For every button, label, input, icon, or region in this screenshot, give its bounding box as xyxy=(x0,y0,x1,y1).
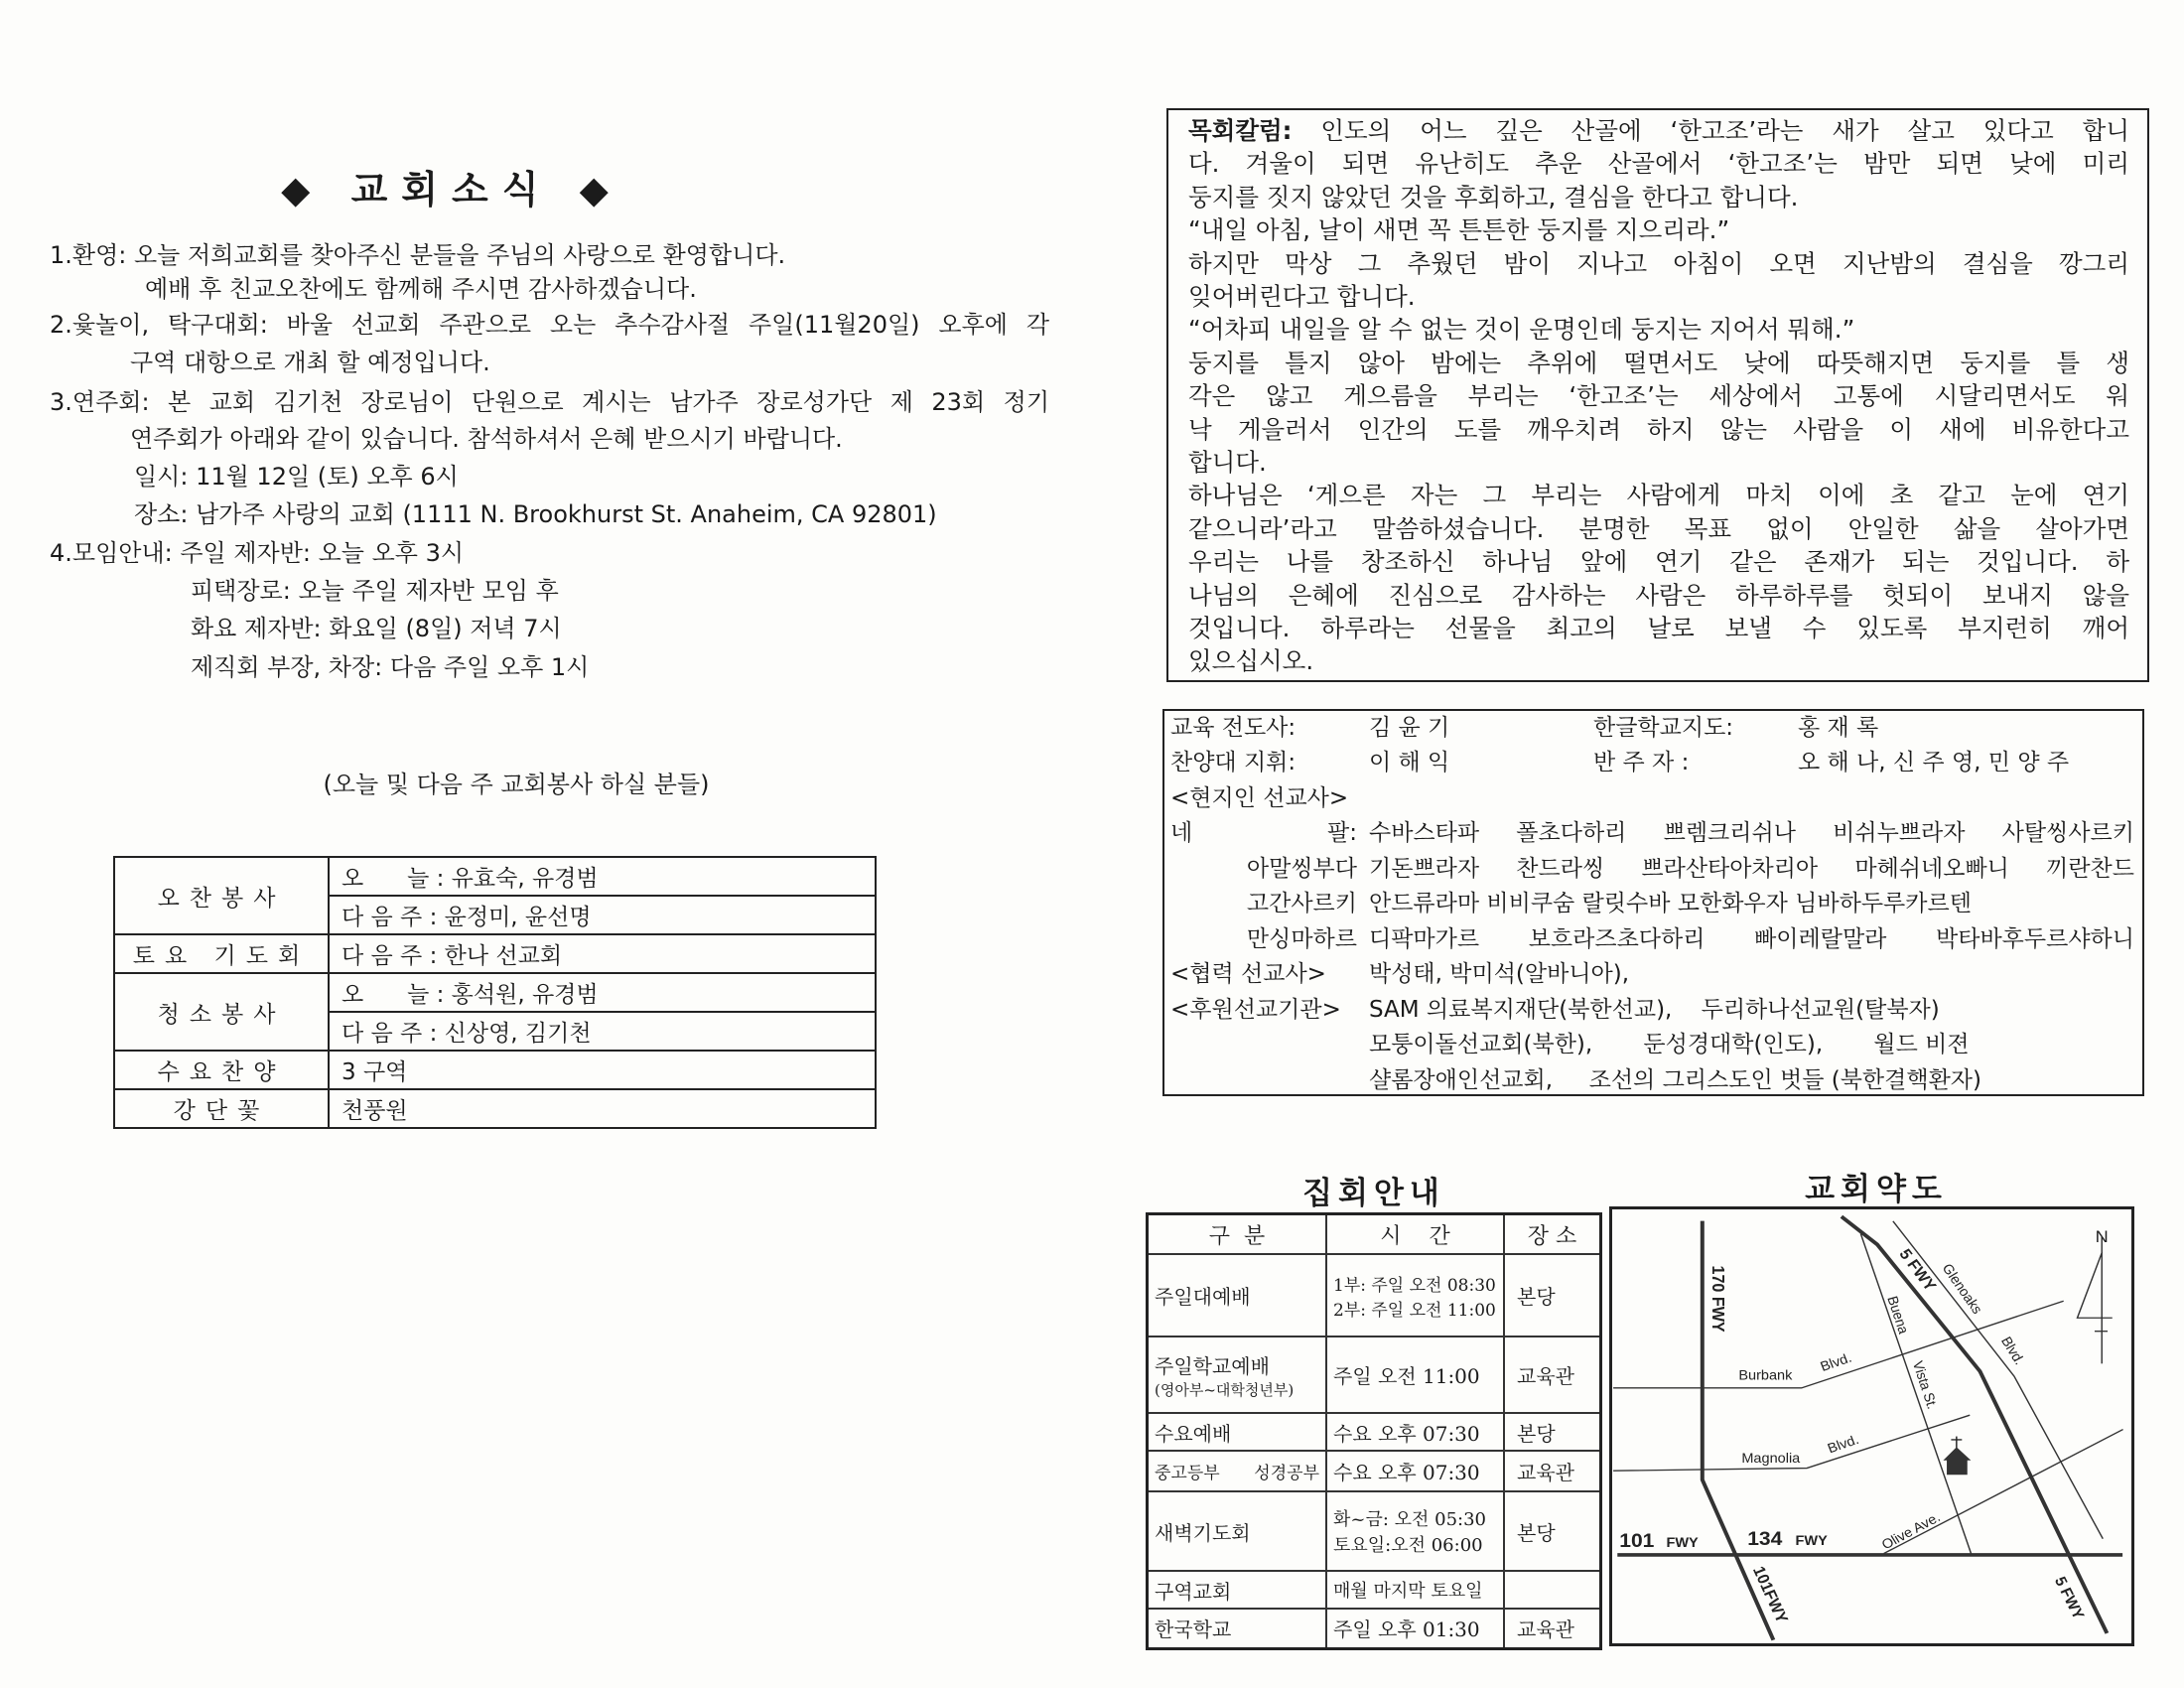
cell: 오 늘 : 홍석원, 유경범 xyxy=(329,973,876,1012)
column-line: 둥지를 틀지 않아 밤에는 추위에 떨면서도 낮에 따뜻해지면 둥지를 틀 생 xyxy=(1188,348,2129,377)
column-line: 낙 게을러서 인간의 도를 깨우치려 하지 않는 사람을 이 새에 비유한다고 xyxy=(1188,414,2129,444)
label-5-fwy-bottom: 5 FWY xyxy=(2050,1574,2088,1622)
table-row xyxy=(1148,1571,1601,1609)
north-arrow-icon xyxy=(2078,1238,2113,1363)
header-cell: 장 소 xyxy=(1504,1214,1601,1255)
staff-label: 고간사르키 xyxy=(1246,891,1357,916)
cell-time: 수요 오후 07:30 xyxy=(1326,1413,1504,1451)
cell-time: 수요 오후 07:30 xyxy=(1326,1451,1504,1491)
table-header-row xyxy=(1148,1214,1601,1255)
header-cell: 시 간 xyxy=(1326,1214,1504,1255)
staff-value: 기돈쁘라자 찬드라씽 쁘라산타아차리아 마헤쉬네오빠니 끼란찬드 xyxy=(1369,856,2134,882)
news-line: 3.연주회: 본 교회 김기천 장로님이 단원으로 계시는 남가주 장로성가단 제 23회 정기 xyxy=(50,388,1049,416)
label-glenoaks-blvd: Blvd. xyxy=(1997,1334,2029,1367)
column-line: 것입니다. 하루라는 선물을 최고의 날로 보낼 수 있도록 부지런히 깨어 xyxy=(1188,614,2129,642)
column-line: 잊어버린다고 합니다. xyxy=(1188,282,1416,311)
column-line: 나님의 은혜에 진심으로 감사하는 사람은 하루하루를 헛되이 보내지 않을 xyxy=(1188,580,2129,610)
time-line: 2부: 주일 오전 11:00 xyxy=(1333,1300,1496,1321)
label-134-fwy-word: FWY xyxy=(1795,1532,1828,1548)
table-row xyxy=(114,934,876,973)
column-line: 하나님은 ‘게으른 자는 그 부리는 사람에게 마치 이에 초 같고 눈에 연기 xyxy=(1188,481,2129,510)
cell-name xyxy=(1148,1336,1327,1413)
news-line: 구역 대항으로 개최 할 예정입니다. xyxy=(130,349,490,376)
staff-label: 아말씽부다 xyxy=(1246,856,1357,882)
column-text: 인도의 어느 깊은 산골에 ‘한고조’라는 새가 살고 있다고 합니 xyxy=(1292,116,2129,145)
label-5-fwy-top: 5 FWY xyxy=(1895,1245,1940,1295)
table-row xyxy=(1148,1336,1601,1413)
staff-value: 모퉁이돌선교회(북한), 둔성경대학(인도), 월드 비젼 xyxy=(1369,1032,1970,1057)
cell-place xyxy=(1504,1571,1601,1609)
cell-name: 새벽기도회 xyxy=(1148,1491,1327,1571)
label-glenoaks: Glenoaks xyxy=(1939,1260,1986,1317)
label-101-fwy-num: 101 xyxy=(1619,1530,1655,1552)
column-line: 다. 겨울이 되면 유난히도 추운 산골에서 ‘한고조’는 밤만 되면 낮에 미리 xyxy=(1188,149,2129,179)
table-row xyxy=(1148,1451,1601,1491)
table-row xyxy=(1148,1254,1601,1336)
cell-name: 수요예배 xyxy=(1148,1413,1327,1451)
cell: 천풍원 xyxy=(329,1089,876,1128)
staff-value: 샬롬장애인선교회, 조선의 그리스도인 벗들 (북한결핵환자) xyxy=(1369,1067,1981,1093)
section-header: <현지인 선교사> xyxy=(1170,785,1349,811)
time-line: 토요일:오전 06:00 xyxy=(1333,1535,1483,1556)
news-line: 장소: 남가주 사랑의 교회 (1111 N. Brookhurst St. Anaheim, CA 92801) xyxy=(134,500,937,528)
service-heading: (오늘 및 다음 주 교회봉사 하실 분들) xyxy=(323,771,710,798)
staff-label: 만싱마하르 xyxy=(1246,926,1357,952)
staff-label: 팔: xyxy=(1327,820,1357,846)
staff-box xyxy=(1162,709,2144,1096)
cell-name: 한국학교 xyxy=(1148,1609,1327,1648)
cell-time xyxy=(1326,1254,1504,1336)
table-row xyxy=(114,973,876,1012)
label-170-fwy: 170 FWY xyxy=(1707,1265,1728,1333)
church-map xyxy=(1609,1206,2134,1646)
staff-label: 찬양대 지휘: xyxy=(1170,750,1297,775)
map-svg xyxy=(1612,1209,2131,1643)
news-title: ◆ 교회소식 ◆ xyxy=(281,168,622,211)
cell-place: 교육관 xyxy=(1504,1336,1601,1413)
staff-row xyxy=(1170,746,2134,779)
time-line: 1부: 주일 오전 08:30 xyxy=(1333,1275,1496,1296)
column-line: 둥지를 짓지 않았던 것을 후회하고, 결심을 한다고 합니다. xyxy=(1188,182,1799,211)
column-line: “어차피 내일을 알 수 없는 것이 운명인데 둥지는 지어서 뭐해.” xyxy=(1188,315,1855,345)
cell: 다 음 주 : 윤정미, 윤선명 xyxy=(329,896,876,934)
section-header: <협력 선교사> xyxy=(1170,961,1326,987)
staff-value: 수바스타파 폴초다하리 쁘렘크리쉬나 비쉬누쁘라자 사탈씽사르키 xyxy=(1369,820,2134,846)
schedule-title: 집회안내 xyxy=(1302,1176,1445,1211)
table-row xyxy=(114,857,876,896)
schedule-table xyxy=(1146,1212,1602,1650)
cell: 3 구역 xyxy=(329,1051,876,1089)
staff-row xyxy=(1170,711,2134,745)
missionary-row xyxy=(1170,887,2134,920)
row-label: 오찬봉사 xyxy=(114,857,329,934)
label-magnolia: Magnolia xyxy=(1741,1450,1801,1466)
table-row xyxy=(1148,1491,1601,1571)
table-row xyxy=(114,1089,876,1128)
road-olive xyxy=(1884,1430,2122,1553)
news-line: 1.환영: 오늘 저희교회를 찾아주신 분들을 주님의 사랑으로 환영합니다. xyxy=(50,241,786,269)
label-magnolia-blvd: Blvd. xyxy=(1825,1431,1861,1457)
column-line xyxy=(1188,114,2129,147)
news-line: 피택장로: 오늘 주일 제자반 모임 후 xyxy=(191,577,559,605)
name-sub: (영아부~대학청년부) xyxy=(1155,1380,1295,1399)
cell: 오 늘 : 유효숙, 유경범 xyxy=(329,857,876,896)
column-line: “내일 아침, 날이 새면 꼭 튼튼한 둥지를 지으리라.” xyxy=(1188,215,1730,245)
cell-place: 본당 xyxy=(1504,1413,1601,1451)
news-line: 예배 후 친교오찬에도 함께해 주시면 감사하겠습니다. xyxy=(145,275,697,303)
staff-value: 박성태, 박미석(알바니아), xyxy=(1369,961,1630,987)
row-label: 청소봉사 xyxy=(114,973,329,1051)
label-vista: Vista St. xyxy=(1909,1358,1942,1411)
staff-value: 안드류라마 비비쿠숨 랄릿수바 모한화우자 님바하두루카르텐 xyxy=(1369,891,1972,916)
label-burbank: Burbank xyxy=(1738,1366,1793,1383)
news-line: 제직회 부장, 차장: 다음 주일 오후 1시 xyxy=(191,653,590,681)
staff-value: 이 해 익 xyxy=(1369,750,1450,775)
staff-row xyxy=(1170,1063,2134,1097)
time-line: 화~금: 오전 05:30 xyxy=(1333,1509,1487,1530)
column-line: 하지만 막상 그 추웠던 밤이 지나고 아침이 오면 지난밤의 결심을 깡그리 xyxy=(1188,248,2129,278)
table-row xyxy=(1148,1609,1601,1648)
staff-value: 오 해 나, 신 주 영, 민 양 주 xyxy=(1798,750,2070,775)
missionary-row xyxy=(1170,852,2134,886)
staff-value: 홍 재 록 xyxy=(1798,715,1879,741)
name-text: 주일학교예배 xyxy=(1155,1353,1270,1378)
cell-name: 중고등부 성경공부 xyxy=(1148,1451,1327,1491)
staff-label: 네 xyxy=(1170,820,1193,846)
label-buena: Buena xyxy=(1884,1294,1913,1336)
column-line: 같으니라’라고 말씀하셨습니다. 분명한 목표 없이 안일한 삶을 살아가면 xyxy=(1188,513,2129,543)
label-burbank-blvd: Blvd. xyxy=(1818,1349,1854,1374)
header-cell: 구 분 xyxy=(1148,1214,1327,1255)
staff-row xyxy=(1170,957,2134,991)
column-line: 합니다. xyxy=(1188,448,1267,477)
column-line: 우리는 나를 창조하신 하나님 앞에 연기 같은 존재가 되는 것입니다. 하 xyxy=(1188,547,2129,577)
cell-place: 본당 xyxy=(1504,1491,1601,1571)
label-134-fwy-num: 134 xyxy=(1747,1528,1783,1550)
staff-label: 반 주 자 : xyxy=(1593,750,1690,775)
cell: 다 음 주 : 한나 선교회 xyxy=(329,934,876,973)
news-line: 일시: 11월 12일 (토) 오후 6시 xyxy=(134,463,459,491)
news-line: 4.모임안내: 주일 제자반: 오늘 오후 3시 xyxy=(50,539,465,567)
row-label: 강단꽃 xyxy=(114,1089,329,1128)
service-table xyxy=(113,856,877,1129)
cell-time: 매월 마지막 토요일 xyxy=(1326,1571,1504,1609)
map-title: 교회약도 xyxy=(1805,1172,1948,1207)
row-label: 수요찬양 xyxy=(114,1051,329,1089)
cell-time: 주일 오후 01:30 xyxy=(1326,1609,1504,1648)
column-label: 목회칼럼: xyxy=(1188,116,1293,145)
pastor-column-box xyxy=(1166,108,2149,682)
staff-value: 김 윤 기 xyxy=(1369,715,1450,741)
staff-label: 한글학교지도: xyxy=(1593,715,1734,741)
north-label: N xyxy=(2095,1226,2109,1246)
table-row xyxy=(1148,1413,1601,1451)
table-row xyxy=(114,1051,876,1089)
row-label: 토요 기도회 xyxy=(114,934,329,973)
missionary-row xyxy=(1170,922,2134,956)
road-5-fwy xyxy=(1843,1217,2106,1631)
column-line: 있으십시오. xyxy=(1188,646,1314,676)
news-line: 연주회가 아래와 같이 있습니다. 참석하셔서 은혜 받으시기 바랍니다. xyxy=(130,425,843,453)
label-101-fwy-diag: 101FWY xyxy=(1748,1564,1792,1626)
staff-value: 디팍마가르 보흐라즈초다하리 빠이레랄말라 박타바후두르샤하니 xyxy=(1369,926,2134,952)
cell-place: 본당 xyxy=(1504,1254,1601,1336)
cell-time: 주일 오전 11:00 xyxy=(1326,1336,1504,1413)
staff-row xyxy=(1170,781,2134,815)
news-line: 화요 제자반: 화요일 (8일) 저녁 7시 xyxy=(191,615,562,642)
cell-place: 교육관 xyxy=(1504,1609,1601,1648)
cell: 다 음 주 : 신상영, 김기천 xyxy=(329,1012,876,1051)
cell-name: 주일대예배 xyxy=(1148,1254,1327,1336)
news-line: 2.윷놀이, 탁구대회: 바울 선교회 주관으로 오는 추수감사절 주일(11월20일) 오후에 각 xyxy=(50,311,1049,339)
staff-row xyxy=(1170,1028,2134,1061)
staff-row xyxy=(1170,993,2134,1027)
label-101-fwy-word: FWY xyxy=(1666,1534,1699,1551)
section-header: <후원선교기관> xyxy=(1170,997,1341,1023)
church-icon xyxy=(1943,1437,1971,1476)
label-olive: Olive Ave. xyxy=(1878,1508,1944,1553)
staff-label: 교육 전도사: xyxy=(1170,715,1297,741)
road-burbank xyxy=(1614,1301,2063,1387)
cell-time xyxy=(1326,1491,1504,1571)
column-line: 각은 않고 게으름을 부리는 ‘한고조’는 세상에서 고통에 시달리면서도 워 xyxy=(1188,381,2129,411)
missionary-row xyxy=(1170,816,2134,850)
cell-place: 교육관 xyxy=(1504,1451,1601,1491)
staff-value: SAM 의료복지재단(북한선교), 두리하나선교원(탈북자) xyxy=(1369,997,1940,1023)
cell-name: 구역교회 xyxy=(1148,1571,1327,1609)
